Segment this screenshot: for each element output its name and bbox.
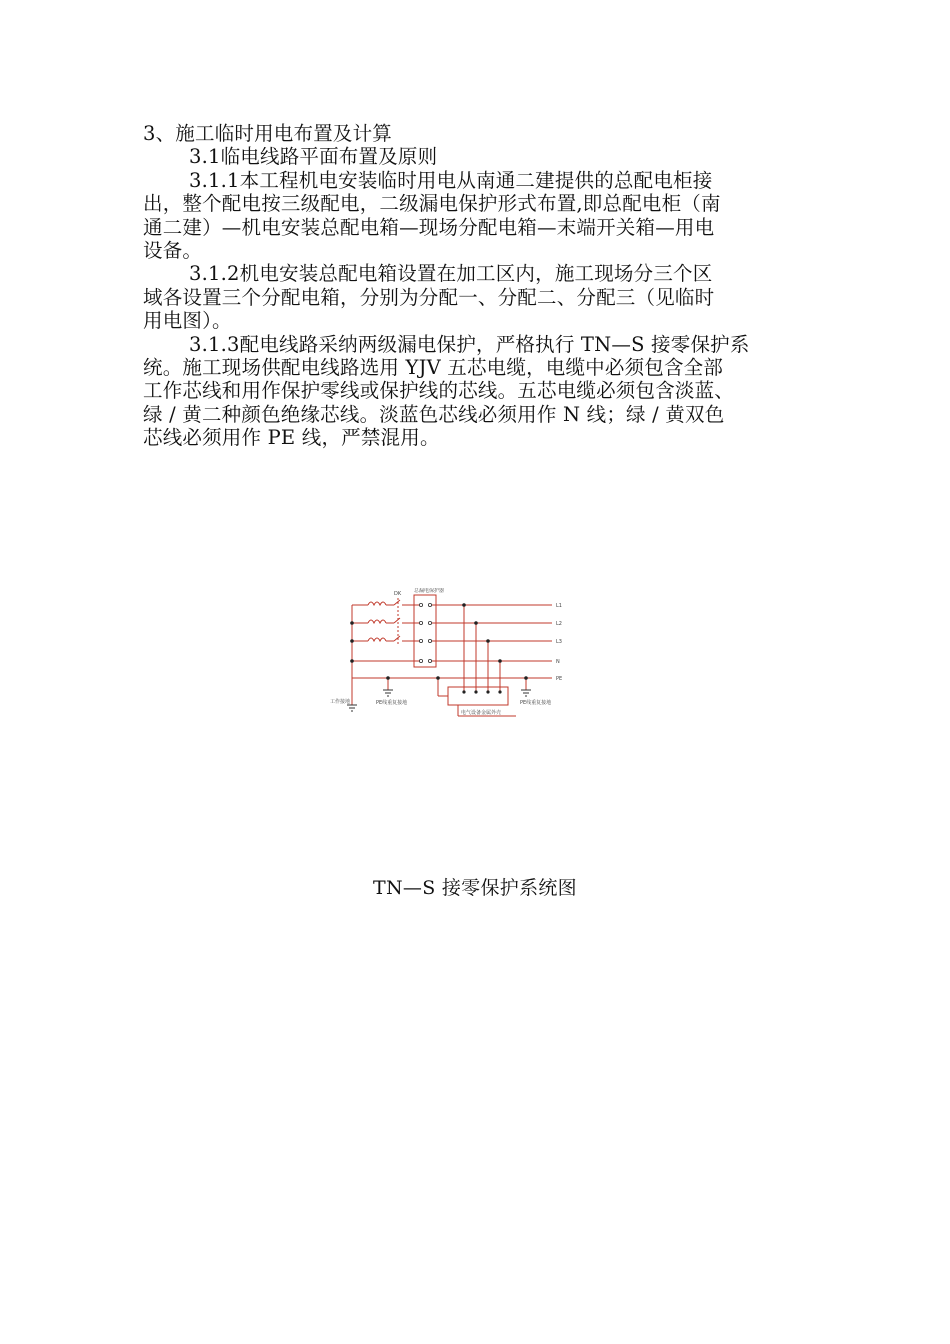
paragraph-line: 绿 / 黄二种颜色绝缘芯线。淡蓝色芯线必须用作 N 线；绿 / 黄双色 — [143, 402, 725, 426]
rcd-contacts — [419, 603, 431, 662]
paragraph-line: 通二建）—机电安装总配电箱—现场分配电箱—末端开关箱—用电 — [143, 215, 715, 239]
dk-switch-l2 — [394, 618, 400, 623]
equipment-case-label: 电气设备金属外壳 — [461, 710, 502, 716]
rcd-contact — [419, 621, 422, 624]
work-ground-label: 工作接地 — [330, 699, 351, 705]
document-body — [143, 122, 808, 450]
diagram-labels — [330, 588, 562, 716]
pe-label: PE — [556, 676, 563, 682]
l2-transformer-coil — [368, 620, 386, 623]
section-heading: 3、施工临时用电布置及计算 — [143, 122, 393, 145]
rcd-contact — [428, 603, 431, 606]
ground-symbols — [347, 690, 531, 711]
junction-dot — [436, 676, 440, 680]
paragraph-line: 芯线必须用作 PE 线，严禁混用。 — [143, 426, 440, 450]
figure-caption: TN—S 接零保护系统图 — [373, 877, 577, 899]
right-repeat-ground-label: PE线重复接地 — [520, 700, 552, 706]
right-repeat-ground-icon — [521, 690, 531, 696]
terminal-dot — [462, 690, 465, 693]
n-label: N — [556, 659, 560, 665]
dk-switch-l3 — [394, 636, 400, 641]
rcd-contact — [428, 659, 431, 662]
l2-label: L2 — [556, 621, 562, 627]
paragraph-line: 域各设置三个分配电箱，分别为分配一、分配二、分配三（见临时 — [143, 285, 715, 309]
rcd-contact — [428, 639, 431, 642]
paragraph-line: 用电图）。 — [143, 309, 232, 333]
dk-switch-l1 — [394, 600, 400, 605]
junction-dots — [350, 603, 528, 693]
paragraph-line: 设备。 — [143, 239, 203, 263]
terminal-dot — [474, 690, 477, 693]
junction-dot — [350, 659, 354, 663]
tn-s-diagram-svg — [330, 588, 570, 728]
rcd-contact — [419, 659, 422, 662]
paragraph-line: 3.1.1本工程机电安装临时用电从南通二建提供的总配电柜接 — [189, 168, 713, 192]
l1-label: L1 — [556, 603, 562, 609]
junction-dot — [350, 639, 354, 643]
rcd-box — [414, 595, 436, 667]
terminal-dot — [486, 690, 489, 693]
junction-dot — [524, 676, 528, 680]
rcd-contact — [428, 621, 431, 624]
l3-label: L3 — [556, 639, 562, 645]
junction-dot — [474, 621, 478, 625]
work-ground-icon — [347, 705, 357, 711]
junction-dot — [498, 659, 502, 663]
diagram-wires — [352, 595, 552, 716]
left-repeat-ground-icon — [383, 690, 393, 696]
paragraph-line: 3.1.2机电安装总配电箱设置在加工区内，施工现场分三个区 — [189, 262, 713, 286]
left-repeat-ground-label: PE线重复接地 — [376, 700, 408, 706]
subsection-title: 3.1临电线路平面布置及原则 — [189, 145, 438, 169]
paragraph-line: 工作芯线和用作保护零线或保护线的芯线。五芯电缆必须包含淡蓝、 — [143, 379, 735, 403]
junction-dot — [350, 621, 354, 625]
paragraph-line: 统。施工现场供配电线路选用 YJV 五芯电缆，电缆中必须包含全部 — [143, 356, 724, 380]
equipment-box — [448, 687, 508, 705]
tn-s-system-diagram — [330, 588, 570, 728]
paragraph-line: 3.1.3配电线路采纳两级漏电保护，严格执行 TN—S 接零保护系 — [189, 332, 750, 356]
rcd-contact — [419, 603, 422, 606]
rcd-label: 总漏电保护器 — [414, 588, 445, 594]
l3-transformer-coil — [368, 638, 386, 641]
junction-dot — [386, 676, 390, 680]
paragraph-3-1-3 — [143, 333, 808, 450]
terminal-dot — [498, 690, 501, 693]
paragraph-3-1-1 — [143, 169, 808, 263]
junction-dot — [486, 639, 490, 643]
l1-transformer-coil — [368, 602, 386, 605]
dk-label: DK — [394, 591, 402, 597]
junction-dot — [462, 603, 466, 607]
paragraph-line: 出，整个配电按三级配电，二级漏电保护形式布置,即总配电柜（南 — [143, 192, 721, 216]
rcd-contact — [419, 639, 422, 642]
paragraph-3-1-2 — [143, 262, 808, 332]
